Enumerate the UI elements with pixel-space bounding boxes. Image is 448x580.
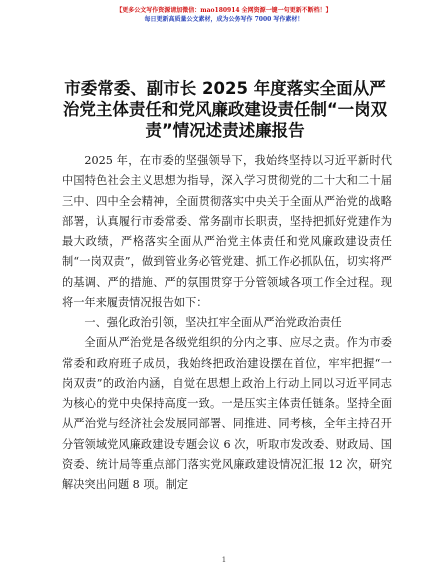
paragraph-section-1: 全面从严治党是各级党组织的分内之事、应尽之责。作为市委常委和政府班子成员，我始终把政治建设摆在首位，牢牢把握“一岗双责”的政治内涵，自觉在思想上政治上行动上同以习近平同志为核心的党中央保持高度一致。一是压实主体责任链条。坚持全面从严治党与经济社会发展同部署、同推进、同考核，全年主持召开分管领域党风廉政建设专题会议 6 次，听取市发改委、财政局、国资委、统计局等重点部门落实党风廉政建设情况汇报 12 次，研究解决突出问题 8 项。制定: [62, 336, 392, 491]
banner-line-1: 【更多公文写作资源请加微信：mao180914 全网资源一键一句更新不断档！】: [116, 7, 332, 14]
section-heading-1: 一、强化政治引领，坚决扛牢全面从严治党政治责任: [84, 316, 342, 329]
document-title: 市委常委、副市长 2025 年度落实全面从严治党主体责任和党风廉政建设责任制“一岗双责”情况述责述廉报告: [62, 79, 388, 140]
paragraph-intro: 2025 年，在市委的坚强领导下，我始终坚持以习近平新时代中国特色社会主义思想为指导，深入学习贯彻党的二十大和二十届三中、四中全会精神，全面贯彻落实中央关于全面从严治党的战略部署，认真履行市委常委、常务副市长职责，坚持把抓好党建作为最大政绩，严格落实全面从严治党主体责任和党风廉政建设责任制“一岗双责”，做到管业务必管党建、抓工作必抓队伍，切实将严的基调、严的措施、严的氛围贯穿于分管领域各项工作全过程。现将一年来履责情况报告如下：: [62, 154, 392, 309]
banner-line-2: 每日更新高质量公文素材，成为公务写作 7000 写作素材！: [144, 16, 304, 23]
header-banner: [0, 6, 448, 24]
page-number: 1: [221, 556, 227, 564]
document-body: [62, 151, 392, 495]
